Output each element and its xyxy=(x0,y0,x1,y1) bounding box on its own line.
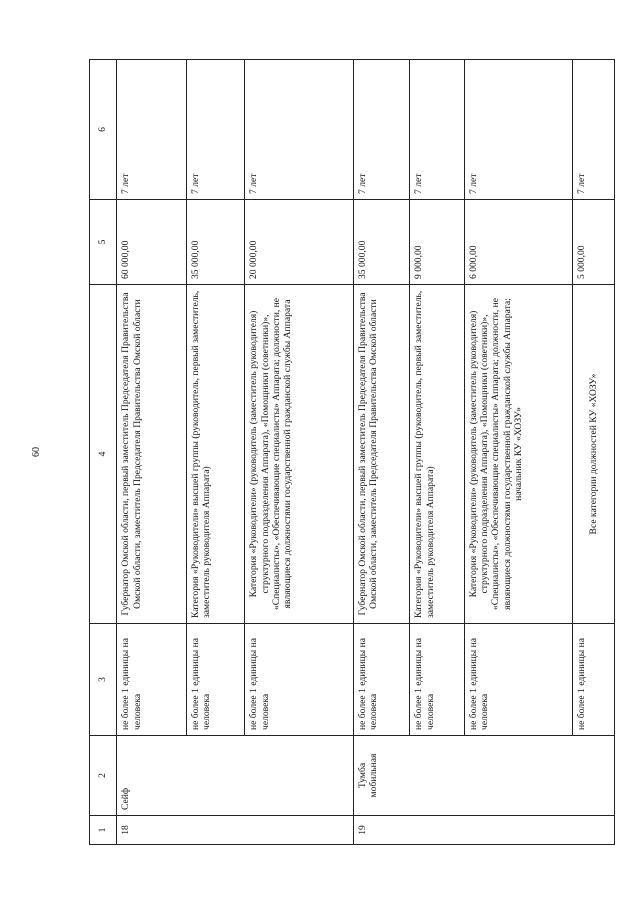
norm-cell: не более 1 единицы на человека xyxy=(410,624,465,736)
column-header: 3 xyxy=(90,624,117,736)
norms-table xyxy=(89,59,615,845)
category-cell: Губернатор Омской области, первый заместитель Председателя Правительства Омской области, заместитель Председателя Правительства Омской области xyxy=(353,285,410,624)
category-cell: Категория «Руководители» высшей группы (руководитель, первый заместитель, заместитель руководителя Аппарата) xyxy=(410,285,465,624)
column-header: 6 xyxy=(90,60,117,200)
table-row xyxy=(117,60,186,845)
category-cell: Категория «Руководители» (руководитель (заместитель руководителя) структурного подразделения Аппарата), «Помощники (советники)», «Специалисты», «Обеспечивающие специалисты» Аппарата; должности, не являющиеся должностями государственной гражданской службы Аппарата; начальник КУ «ХОЗУ» xyxy=(464,285,572,624)
table-row xyxy=(572,60,614,845)
table-row xyxy=(464,60,572,845)
norm-cell: не более 1 единицы на человека xyxy=(186,624,245,736)
price-cell: 35 000,00 xyxy=(186,200,245,285)
price-cell: 6 000,00 xyxy=(464,200,572,285)
category-cell: Категория «Руководители» (руководитель (заместитель руководителя) структурного подразделения Аппарата), «Помощники (советники)», «Специалисты», «Обеспечивающие специалисты» Аппарата; должности, не являющиеся должностями государственной гражданской службы Аппарата xyxy=(245,285,353,624)
page-number: 60 xyxy=(31,447,42,457)
column-header: 5 xyxy=(90,200,117,285)
term-cell: 7 лет xyxy=(410,60,465,200)
term-cell: 7 лет xyxy=(186,60,245,200)
table-row xyxy=(186,60,245,845)
price-cell: 9 000,00 xyxy=(410,200,465,285)
table-row xyxy=(410,60,465,845)
norm-cell: не более 1 единицы на человека xyxy=(117,624,186,736)
price-cell: 35 000,00 xyxy=(353,200,410,285)
term-cell: 7 лет xyxy=(245,60,353,200)
term-cell: 7 лет xyxy=(353,60,410,200)
term-cell: 7 лет xyxy=(117,60,186,200)
norm-cell: не более 1 единицы на человека xyxy=(464,624,572,736)
table-frame xyxy=(89,60,615,845)
price-cell: 5 000,00 xyxy=(572,200,614,285)
item-name: Тумба мобильная xyxy=(353,736,614,816)
norm-cell: не более 1 единицы на человека xyxy=(353,624,410,736)
column-header: 1 xyxy=(90,816,117,845)
table-header-row xyxy=(90,60,117,845)
category-cell: Все категории должностей КУ «ХОЗУ» xyxy=(572,285,614,624)
category-cell: Категория «Руководители» высшей группы (руководитель, первый заместитель, заместитель руководителя Аппарата) xyxy=(186,285,245,624)
norm-cell: не более 1 единицы на человека xyxy=(245,624,353,736)
term-cell: 7 лет xyxy=(572,60,614,200)
column-header: 4 xyxy=(90,285,117,624)
price-cell: 60 000,00 xyxy=(117,200,186,285)
column-header: 2 xyxy=(90,736,117,816)
category-cell: Губернатор Омской области, первый заместитель Председателя Правительства Омской области, заместитель Председателя Правительства Омской области xyxy=(117,285,186,624)
item-number: 18 xyxy=(117,816,353,845)
table-rotated-container xyxy=(89,60,615,845)
item-number: 19 xyxy=(353,816,614,845)
price-cell: 20 000,00 xyxy=(245,200,353,285)
term-cell: 7 лет xyxy=(464,60,572,200)
item-name: Сейф xyxy=(117,736,353,816)
table-row xyxy=(353,60,410,845)
table-row xyxy=(245,60,353,845)
norm-cell: не более 1 единицы на xyxy=(572,624,614,736)
